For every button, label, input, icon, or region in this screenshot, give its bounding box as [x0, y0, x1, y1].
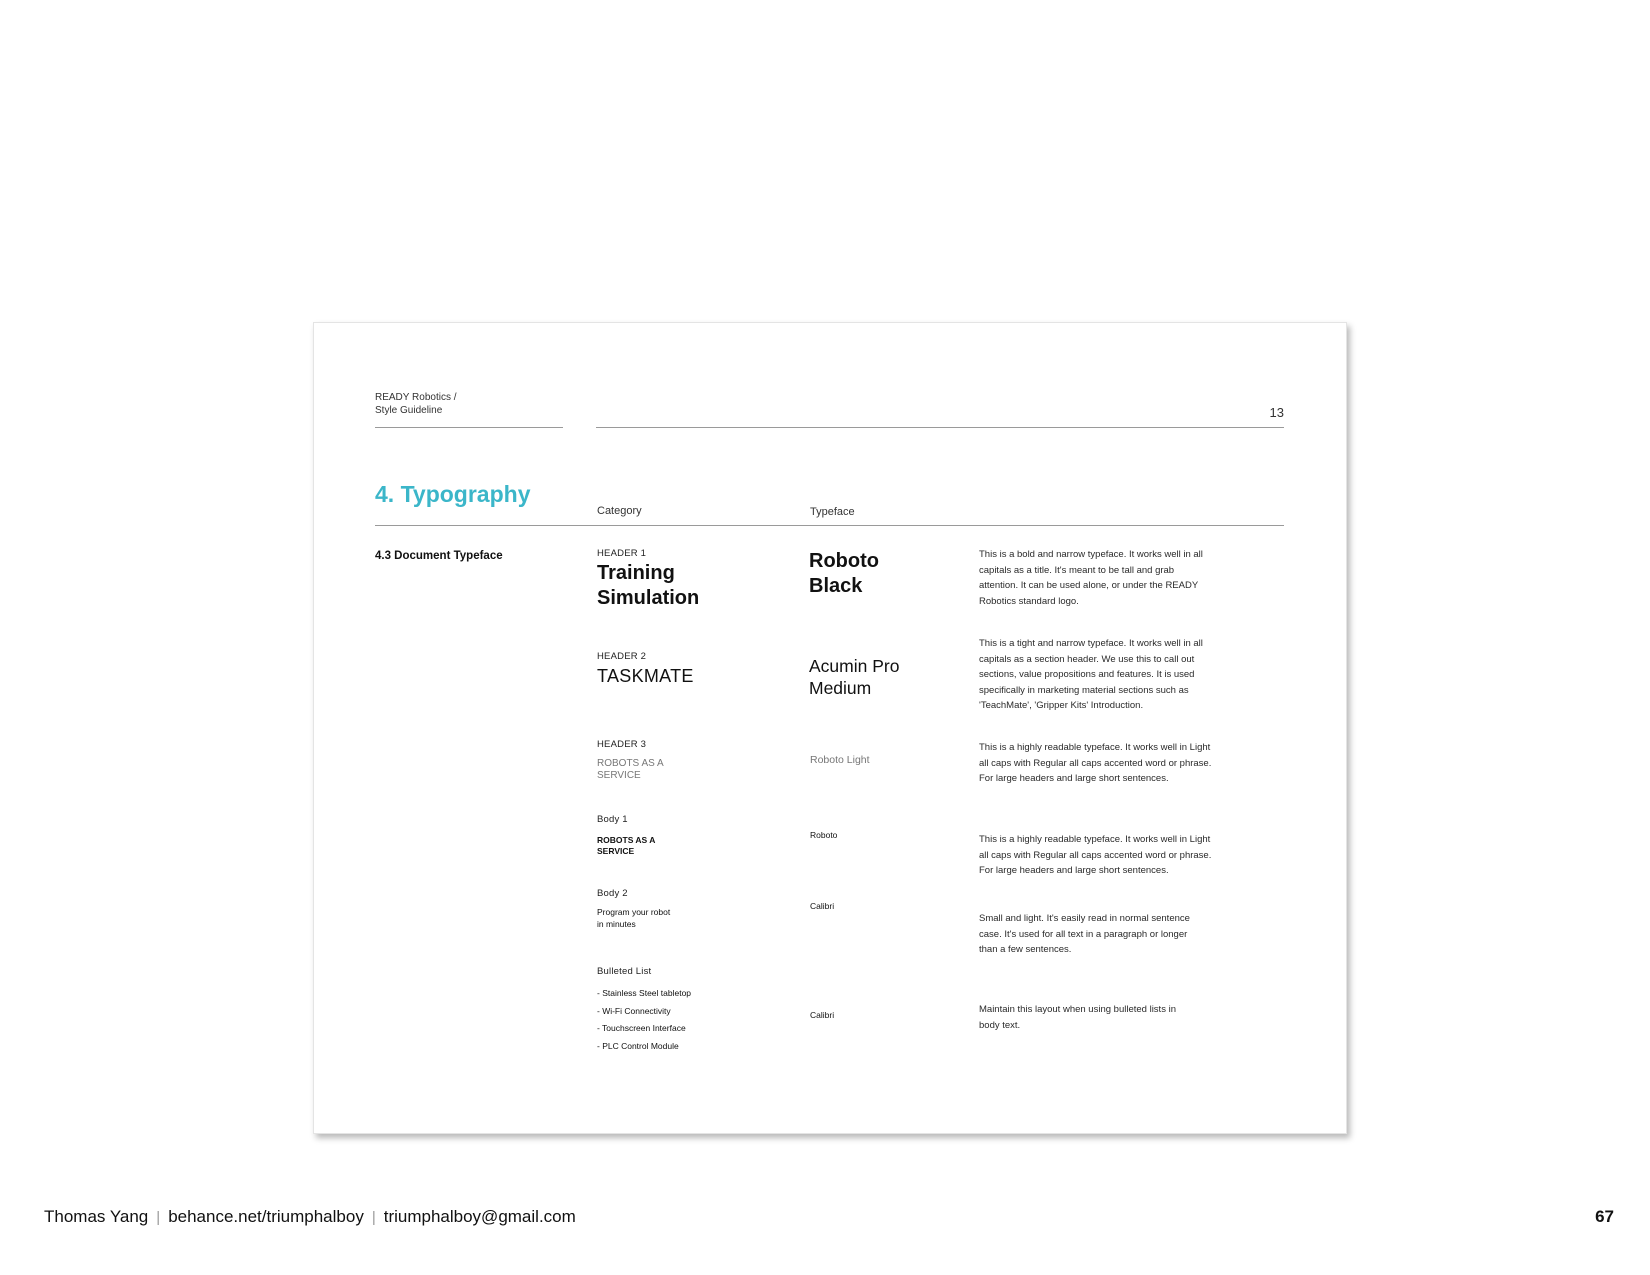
body-1-desc-line: all caps with Regular all caps accented word or phrase.: [979, 849, 1212, 861]
column-header-category: Category: [597, 505, 642, 517]
table-header-divider: [375, 525, 1284, 526]
body-1-desc-line: For large headers and large short sentences.: [979, 865, 1169, 876]
header-3-desc-line: For large headers and large short sentences.: [979, 773, 1169, 784]
header-2-desc-line: sections, value propositions and features. It is used: [979, 669, 1195, 680]
brand-line-2: Style Guideline: [375, 405, 443, 416]
bullet-item: - Wi-Fi Connectivity: [597, 1005, 671, 1016]
header-1-label: HEADER 1: [597, 548, 647, 559]
bullet-item: - Stainless Steel tabletop: [597, 988, 692, 998]
header-1-desc-line: Robotics standard logo.: [979, 595, 1079, 607]
header-2-label: HEADER 2: [597, 651, 647, 662]
body-2-sample: [597, 906, 670, 930]
header-2-sample: TASKMATE: [597, 666, 694, 686]
header-3-desc-line: all caps with Regular all caps accented word or phrase.: [979, 757, 1212, 769]
header-2-desc-line: This is a tight and narrow typeface. It works well in all: [979, 638, 1203, 649]
body-2-typeface: Calibri: [810, 901, 835, 911]
header-1-desc-line: attention. It can be used alone, or under the READY: [979, 580, 1199, 591]
email-link[interactable]: triumphalboy@gmail.com: [383, 1207, 576, 1226]
body-2-description: [979, 911, 1239, 958]
body-1-sample: [597, 835, 655, 856]
footer-separator: |: [156, 1209, 161, 1226]
header-1-description: [979, 547, 1239, 609]
header-2-typeface-line-2: Medium: [809, 678, 872, 698]
author-name: Thomas Yang: [44, 1207, 149, 1226]
bulleted-list-description: [979, 1002, 1239, 1033]
section-title: 4. Typography: [375, 481, 531, 507]
portfolio-link[interactable]: behance.net/triumphalboy: [168, 1207, 364, 1226]
body-1-sample-line-1: ROBOTS AS A: [597, 835, 656, 845]
bulleted-list-sample: [597, 985, 691, 1055]
body-1-description: [979, 832, 1239, 879]
header-1-typeface-line-2: Black: [809, 575, 863, 597]
bullet-item: - PLC Control Module: [597, 1040, 679, 1051]
page-number: 13: [1269, 405, 1284, 420]
bulleted-list-typeface: Calibri: [810, 1010, 835, 1020]
brand-label: [375, 391, 457, 417]
header-2-typeface-line-1: Acumin Pro: [809, 656, 900, 676]
header-3-label: HEADER 3: [597, 739, 647, 750]
header-2-desc-line: 'TeachMate', 'Gripper Kits' Introduction.: [979, 700, 1144, 711]
body-2-sample-line-2: in minutes: [597, 919, 636, 929]
header-2-description: [979, 636, 1239, 714]
bulleted-list-label: Bulleted List: [597, 966, 652, 977]
bullet-item: - Touchscreen Interface: [597, 1023, 686, 1033]
brand-divider: [375, 427, 563, 428]
header-3-desc-line: This is a highly readable typeface. It works well in Light: [979, 742, 1211, 753]
footer-credits: [44, 1207, 576, 1227]
body-2-desc-line: Small and light. It's easily read in normal sentence: [979, 913, 1190, 924]
header-3-typeface: Roboto Light: [810, 754, 870, 766]
bulleted-list-desc-line: body text.: [979, 1019, 1021, 1031]
header-1-desc-line: This is a bold and narrow typeface. It works well in all: [979, 549, 1203, 560]
body-1-desc-line: This is a highly readable typeface. It works well in Light: [979, 834, 1211, 845]
body-1-sample-line-2: SERVICE: [597, 845, 635, 856]
style-guide-page: [313, 322, 1347, 1134]
header-3-sample: [597, 758, 664, 782]
bulleted-list-desc-line: Maintain this layout when using bulleted lists in: [979, 1004, 1176, 1015]
header-2-typeface: [809, 655, 899, 699]
header-divider: [596, 427, 1284, 428]
brand-line-1: READY Robotics /: [375, 392, 457, 403]
header-1-sample: [597, 561, 699, 611]
body-1-typeface: Roboto: [810, 830, 838, 840]
header-1-typeface: [809, 549, 879, 599]
body-2-desc-line: than a few sentences.: [979, 944, 1072, 955]
footer-page-number: 67: [1595, 1207, 1614, 1226]
header-3-description: [979, 740, 1239, 787]
header-3-sample-line-1: ROBOTS AS A: [597, 758, 664, 769]
column-header-typeface: Typeface: [810, 506, 855, 518]
subsection-title: 4.3 Document Typeface: [375, 550, 503, 562]
header-1-typeface-line-1: Roboto: [809, 550, 879, 572]
body-2-desc-line: case. It's used for all text in a paragraph or longer: [979, 928, 1188, 940]
header-2-desc-line: specifically in marketing material sections such as: [979, 684, 1189, 696]
header-3-sample-line-2: SERVICE: [597, 770, 641, 781]
header-1-sample-line-1: Training: [597, 562, 675, 584]
footer-separator: |: [371, 1209, 376, 1226]
body-2-sample-line-1: Program your robot: [597, 907, 671, 917]
body-2-label: Body 2: [597, 888, 628, 899]
header-1-sample-line-2: Simulation: [597, 587, 700, 609]
header-1-desc-line: capitals as a title. It's meant to be tall and grab: [979, 564, 1175, 576]
body-1-label: Body 1: [597, 814, 628, 825]
header-2-desc-line: capitals as a section header. We use this to call out: [979, 653, 1195, 665]
